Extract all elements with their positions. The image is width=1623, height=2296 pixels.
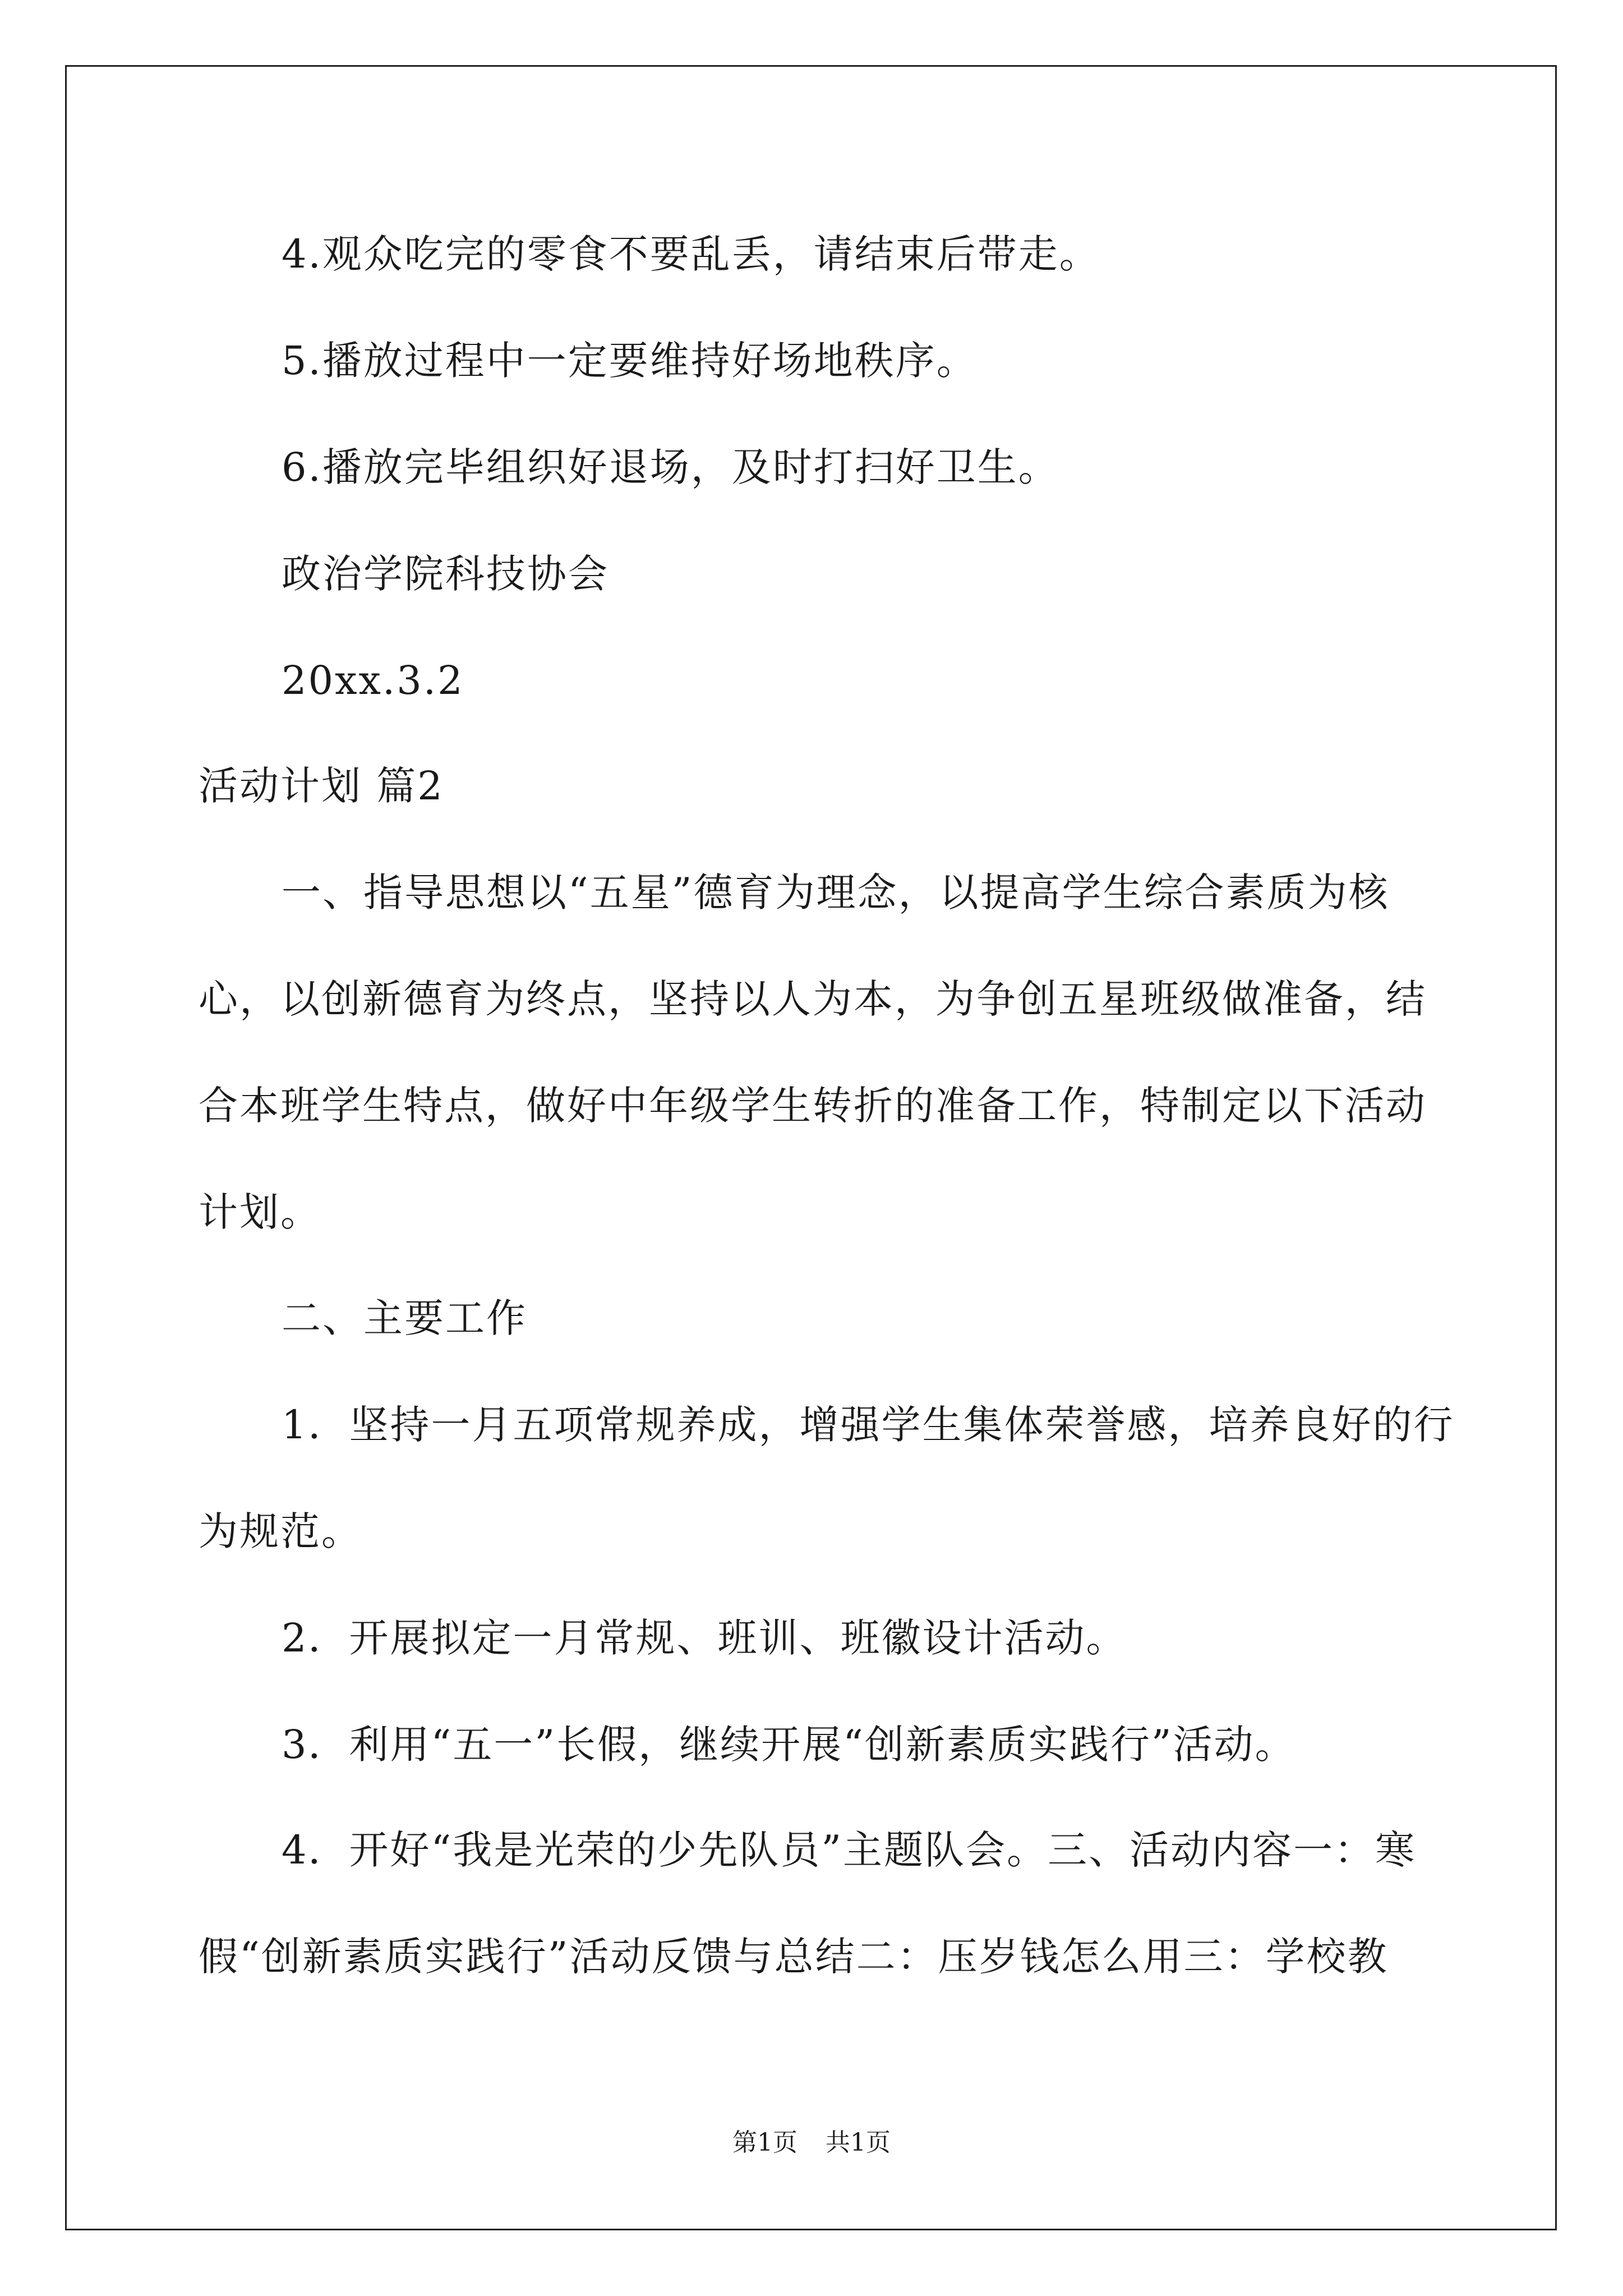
subsection-heading: 二、主要工作: [282, 1295, 527, 1341]
paragraph-line: 5.播放过程中一定要维持好场地秩序。: [282, 338, 978, 384]
paragraph-line: 2．开展拟定一月常规、班训、班徽设计活动。: [282, 1615, 1127, 1661]
paragraph-line: 为规范。: [199, 1508, 362, 1554]
paragraph-line: 6.播放完毕组织好退场，及时打扫好卫生。: [282, 444, 1059, 490]
page-footer: [0, 2126, 1623, 2160]
signature-organization: 政治学院科技协会: [282, 551, 609, 597]
paragraph-line: 3．利用“五一”长假，继续开展“创新素质实践行”活动。: [282, 1722, 1296, 1768]
paragraph-line: 1．坚持一月五项常规养成，增强学生集体荣誉感，培养良好的行: [282, 1402, 1455, 1448]
paragraph-line: 心，以创新德育为终点，坚持以人为本，为争创五星班级做准备，结: [199, 976, 1427, 1022]
paragraph-line: 4.观众吃完的零食不要乱丢，请结束后带走。: [282, 231, 1100, 277]
paragraph-line: 假“创新素质实践行”活动反馈与总结二：压岁钱怎么用三：学校教: [199, 1934, 1389, 1980]
paragraph-line: 合本班学生特点，做好中年级学生转折的准备工作，特制定以下活动: [199, 1083, 1427, 1129]
paragraph-line: 计划。: [199, 1189, 321, 1235]
page-total: 共1页: [826, 2128, 891, 2157]
section-heading: 活动计划 篇2: [199, 763, 444, 809]
page-number: 第1页: [732, 2128, 797, 2157]
paragraph-line: 4．开好“我是光荣的少先队员”主题队会。三、活动内容一：寒: [282, 1827, 1417, 1873]
signature-date: 20xx.3.2: [282, 657, 464, 703]
page-border: [65, 65, 1557, 2230]
paragraph-line: 一、指导思想以“五星”德育为理念，以提高学生综合素质为核: [282, 869, 1390, 915]
